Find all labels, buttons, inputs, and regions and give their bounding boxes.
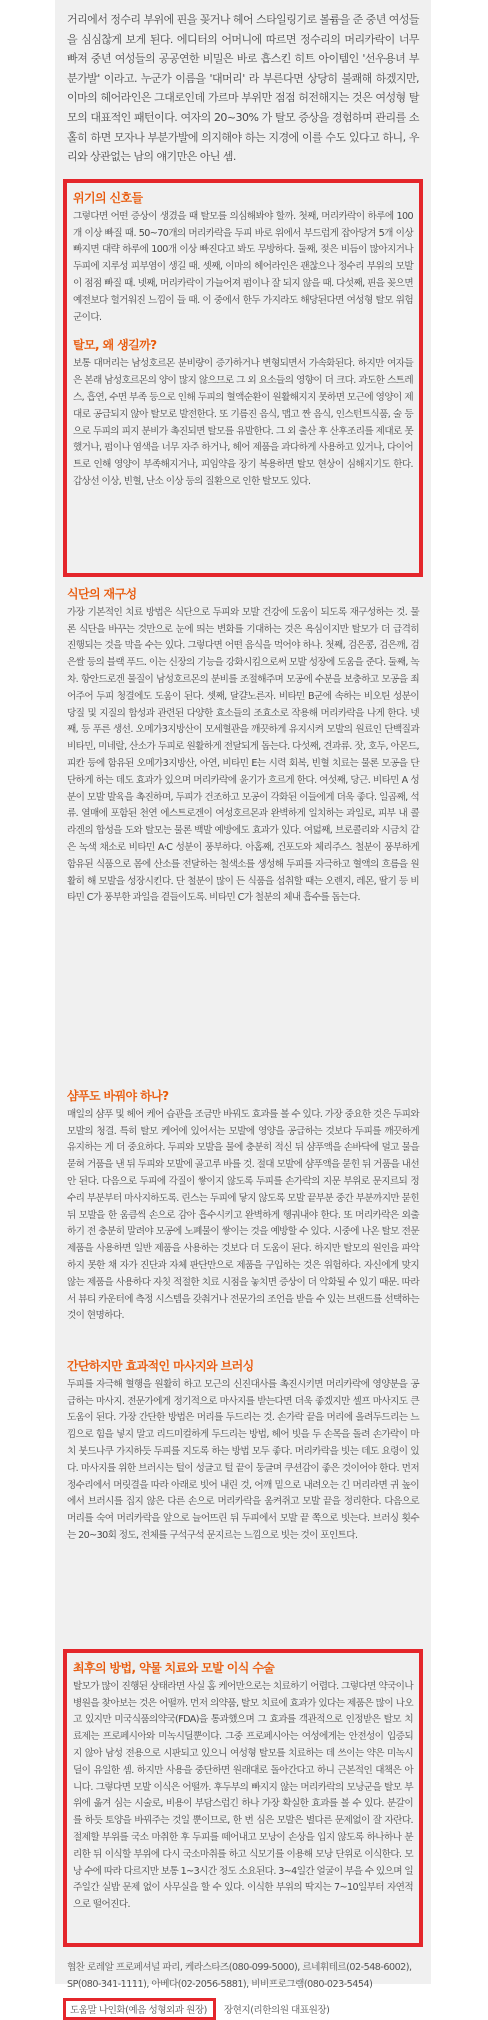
section-heading: 간단하지만 효과적인 마사지와 브러싱 — [67, 1358, 254, 1373]
section-body: 가장 기본적인 치료 방법은 식단으로 두피와 모발 건강에 도움이 되도록 재구성하는 것. 물론 식단을 바꾸는 것만으로 눈에 띄는 변화를 기대하는 것은 욕심이지만 탈모가 더 급격히 진행되는 것을 막을 수는 있다. 그렇다면 어떤 음식을 먹어야 하나. 첫째, 검은콩, 검은깨, 검은쌀 등의 블랙 푸드. 이는 신장의 기능을 강화시킴으로써 모발 성장에 도움을 준다. 둘째, 녹차. 항안드로겐 물질이 남성호르몬의 분비를 조절해주며 모공에 수분을 보충하고 모공을 죄어주어 두피 청결에도 도움이 된다. 셋째, 달걀노른자. 비타민 B군에 속하는 비오틴 성분이 당질 및 지질의 합성과 관련된 다양한 효소들의 조효소로 작용해 머리카락을 나게 한다. 넷째, 등 푸른 생선. 오메가3지방산이 모세혈관을 깨끗하게 유지시켜 모발의 원료인 단백질과 비타민, 미네랄, 산소가 두피로 원활하게 전달되게 돕는다. 다섯째, 견과류. 잣, 호두, 아몬드, 피칸 등에 함유된 오메가3지방산, 아연, 비타민 E는 시력 회복, 빈혈 치료는 물론 모공을 단단하게 하는 데도 효과가 있으며 머리카락에 윤기가 흐르게 한다. 여섯째, 당근. 비타민 A 성분이 모발 발육을 촉진하며, 두피가 건조하고 모공이 각화된 이들에게 더욱 좋다. 일곱째, 석류. 열매에 포함된 천연 에스트로겐이 여성호르몬과 완벽하게 일치하는 과일로, 피부 내 콜라겐의 합성을 도와 탈모는 물론 백발 예방에도 효과가 있다. 여덟째, 브로콜리와 시금치 같은 녹색 채소로 비타민 A·C 성분이 풍부하다. 아홉째, 건포도와 체리주스. 철분이 풍부하게 함유된 식품으로 몸에 산소를 전달하는 철색소를 생성해 두피를 자극하고 혈액의 흐름을 원활히 해 모발을 성장시킨다. 단 철분이 많이 든 식품을 섭취할 때는 오렌지, 레몬, 딸기 등 비타민 C가 풍부한 과일을 곁들이도록. 비타민 C가 철분의 체내 흡수를 돕는다. — [67, 606, 419, 904]
section-heading: 식단의 재구성 — [67, 586, 137, 601]
section-heading: 탈모, 왜 생길까? — [73, 338, 157, 353]
section-heading: 위기의 신호들 — [73, 190, 143, 205]
section-heading: 최후의 방법, 약물 치료와 모발 이식 수술 — [73, 1660, 275, 1675]
section-body: 탈모가 많이 진행된 상태라면 사실 홈 케어만으로는 치료하기 어렵다. 그렇다면 약국이나 병원을 찾아보는 것은 어떨까. 먼저 의약품, 탈모 치료에 효과가 있다는 제품은 많이 나오고 있지만 미국식품의약국(FDA)을 통과했으며 그 효과를 객관적으로 인정받은 탈모 치료제는 프로페시아와 미녹시딜뿐이다. 그중 프로페시아는 여성에게는 안전성이 입증되지 않아 남성 전용으로 시판되고 있으니 여성형 탈모를 치료하는 데 쓰이는 약은 미녹시딜이 유일한 셈. 하지만 사용을 중단하면 원래대로 돌아간다고 하니 근본적인 대책은 아니다. 그렇다면 모발 이식은 어떨까. 후두부의 빠지지 않는 머리카락의 모낭군을 탈모 부위에 옮겨 심는 시술로, 비용이 부담스럽긴 하나 가장 확실한 효과를 볼 수 있다. 분갈이를 하듯 토양을 바꿔주는 것일 뿐이므로, 한 번 심은 모발은 별다른 문제없이 잘 자란다. 절제할 부위를 국소 마취한 후 두피를 떼어내고 모낭이 손상을 입지 않도록 하나하나 분리한 뒤 이식할 부위에 다시 국소마취를 하고 식모기를 이용해 모낭 단위로 이식한다. 모낭 수에 따라 다르지만 보통 1~3시간 정도 소요된다. 3~4일간 얼굴이 부을 수 있으며 일주일간 실밥 문제 없이 사무실을 할 수 있다. 이식한 부위의 딱지는 7~10일부터 자연적으로 떨어진다. — [73, 1680, 413, 1911]
section-body: 보통 대머리는 남성호르몬 분비량이 증가하거나 변형되면서 가속화된다. 하지만 여자들은 본래 남성호르몬의 양이 많지 않으므로 그 외 요소들의 영향이 더 크다. 과도한 스트레스, 흡연, 수면 부족 등으로 인해 두피의 혈액순환이 원활해지지 못하면 모근에 영양이 제대로 공급되지 않아 탈모로 발전한다. 또 기름진 음식, 맵고 짠 음식, 인스턴트식품, 술 등으로 두피의 피지 분비가 촉진되면 탈모를 유발한다. 그 외 출산 후 산후조리를 제대로 못 했거나, 펌이나 염색을 너무 자주 하거나, 헤어 제품을 과다하게 사용하고 있거나, 다이어트로 인해 영양이 부족해지거나, 피임약을 장기 복용하면 탈모 현상이 심해지기도 한다. 갑상선 이상, 빈혈, 난소 이상 등의 질환으로 인한 탈모도 있다. — [73, 358, 413, 487]
section-diet — [67, 585, 419, 1085]
section-treatment — [73, 1659, 413, 1914]
highlight-box-warning-and-causes — [63, 179, 423, 577]
section-body: 그렇다면 어떤 증상이 생겼을 때 탈모를 의심해봐야 할까. 첫째, 머리카락이 하루에 100개 이상 빠질 때. 50~70개의 머리카락을 두피 바로 위에서 부드럽게 잡아당겨 5개 이상 빠지면 대략 하루에 100개 이상 빠진다고 봐도 무방하다. 둘째, 젖은 비듬이 많아지거나 두피에 지루성 피부염이 생길 때. 셋째, 이마의 헤어라인은 괜찮으나 정수리 부위의 모발이 점점 빠질 때. 넷째, 머리카락이 가늘어져 펌이나 잘 되지 않을 때. 다섯째, 핀을 꽂으면 예전보다 헐거워진 느낌이 들 때. 이 중에서 한두 가지라도 해당된다면 여성형 탈모 위험군이다. — [73, 210, 413, 323]
section-warning-signs — [73, 189, 413, 327]
other-credit: 장현지(리한의원 대표원장) — [223, 2004, 330, 2016]
section-causes — [73, 336, 413, 490]
advice-credits — [63, 1998, 423, 2020]
sponsor-credits: 협찬 로레알 프로페셔널 파리, 케라스타즈(080-099-5000), 르네휘테르(02-548-6002), SP(080-341-1111), 아베다(02-2056-5881), 비비프로그램(080-023-5454) — [67, 1961, 412, 1991]
section-body: 매일의 샴푸 및 헤어 케어 습관을 조금만 바꿔도 효과를 볼 수 있다. 가장 중요한 것은 두피와 모발의 청결. 특히 탈모 케어에 있어서는 모발에 영양을 공급하는 것보다 두피를 깨끗하게 유지하는 게 더 중요하다. 두피와 모발을 물에 충분히 적신 뒤 샴푸액을 손바닥에 덜고 물을 묻혀 거품을 낸 뒤 두피와 모발에 골고루 바를 것. 절대 모발에 샴푸액을 묻힌 뒤 거품을 내선 안 된다. 다음으로 두피에 각질이 쌓이지 않도록 두피를 손가락의 지문 부위로 문지르되 정수리 부분부터 마사지하도록. 린스는 두피에 닿지 않도록 모발 끝부분 중간 부분까지만 묻힌 뒤 모발을 한 움큼씩 손으로 감아 흡수시키고 완벽하게 헹궈내야 한다. 또 머리카락은 외출하기 전 충분히 말려야 모공에 노폐물이 쌓이는 것을 예방할 수 있다. 시중에 나온 탈모 전문 제품을 사용하면 일반 제품을 사용하는 것보다 더 도움이 된다. 하지만 탈모의 원인을 파악하지 못한 채 자가 진단과 자체 판단만으로 제품을 구입하는 것은 위험하다. 자신에게 맞지 않는 제품을 사용하다 자칫 적절한 치료 시점을 놓치면 증상이 더 악화될 수 있기 때문. 따라서 뷰티 카운터에 측정 시스템을 갖춰거나 전문가의 조언을 받을 수 있는 브랜드를 선택하는 것이 현명하다. — [67, 1108, 419, 1322]
section-body: 두피를 자극해 혈행을 원활히 하고 모근의 신진대사를 촉진시키면 머리카락에 영양분을 공급하는 마사지. 전문가에게 정기적으로 마사지를 받는다면 더욱 좋겠지만 셀프 마사지도 큰 도움이 된다. 가장 간단한 방법은 머리를 두드리는 것. 손가락 끝을 머리에 올려두드리는 느낌으로 힘을 넣지 말고 리드미컬하게 두드리는 방법, 헤어 빗을 두 손목을 돌려 손가락이 마치 붓드나쿠 가지하듯 두피를 지도록 하는 방법 모두 좋다. 머리카락을 빗는 데도 요령이 있다. 마사지를 위한 브러시는 털이 성글고 털 끝이 둥글며 쿠션감이 좋은 것이어야 한다. 먼저 정수리에서 머릿결을 따라 아래로 빗어 내린 것, 어깨 밑으로 내려오는 긴 머리라면 귀 높이에서 브러시를 집지 않은 다른 손으로 머리카락을 움켜쥐고 모발 끝을 정리한다. 다음으로 머리를 숙여 머리카락을 앞으로 늘어뜨린 뒤 두피에서 모발 끝 쪽으로 빗는다. 브러싱 횟수는 20~30회 정도, 전체를 구석구석 문지르는 느낌으로 빗는 것이 포인트다. — [67, 1378, 419, 1541]
section-heading: 샴푸도 바꿔야 하나? — [67, 1088, 169, 1103]
highlighted-credit: 도움말 나인화(예음 성형외과 원장) — [63, 1998, 216, 2020]
intro-paragraph: 거리에서 정수리 부위에 핀을 꽂거나 헤어 스타일링기로 볼륨을 준 중년 여성들을 심심찮게 보게 된다. 에디터의 어머니에 따르면 정수리의 머리카락이 너무 빠져 중년 여성들의 공공연한 비밀은 바로 흡스킨 히트 아이템인 '선우용녀 부분가발' 이라고. 누군가 이름을 '대머리' 라 부른다면 상당히 불쾌해 하겠지만, 이마의 헤어라인은 그대로인데 가르마 부위만 점점 허전해지는 것은 여성형 탈모의 대표적인 패턴이다. 여자의 20~30% 가 탈모 증상을 경험하며 관리를 소홀히 하면 모자나 부분가발에 의지해야 하는 지경에 이를 수도 있다고 하니, 우리와 상관없는 남의 얘기만은 아닌 셈. — [67, 13, 419, 164]
section-shampoo — [67, 1087, 419, 1355]
section-massage-brushing — [67, 1357, 419, 1649]
article-page — [55, 0, 431, 2016]
highlight-box-treatment — [63, 1649, 423, 1947]
